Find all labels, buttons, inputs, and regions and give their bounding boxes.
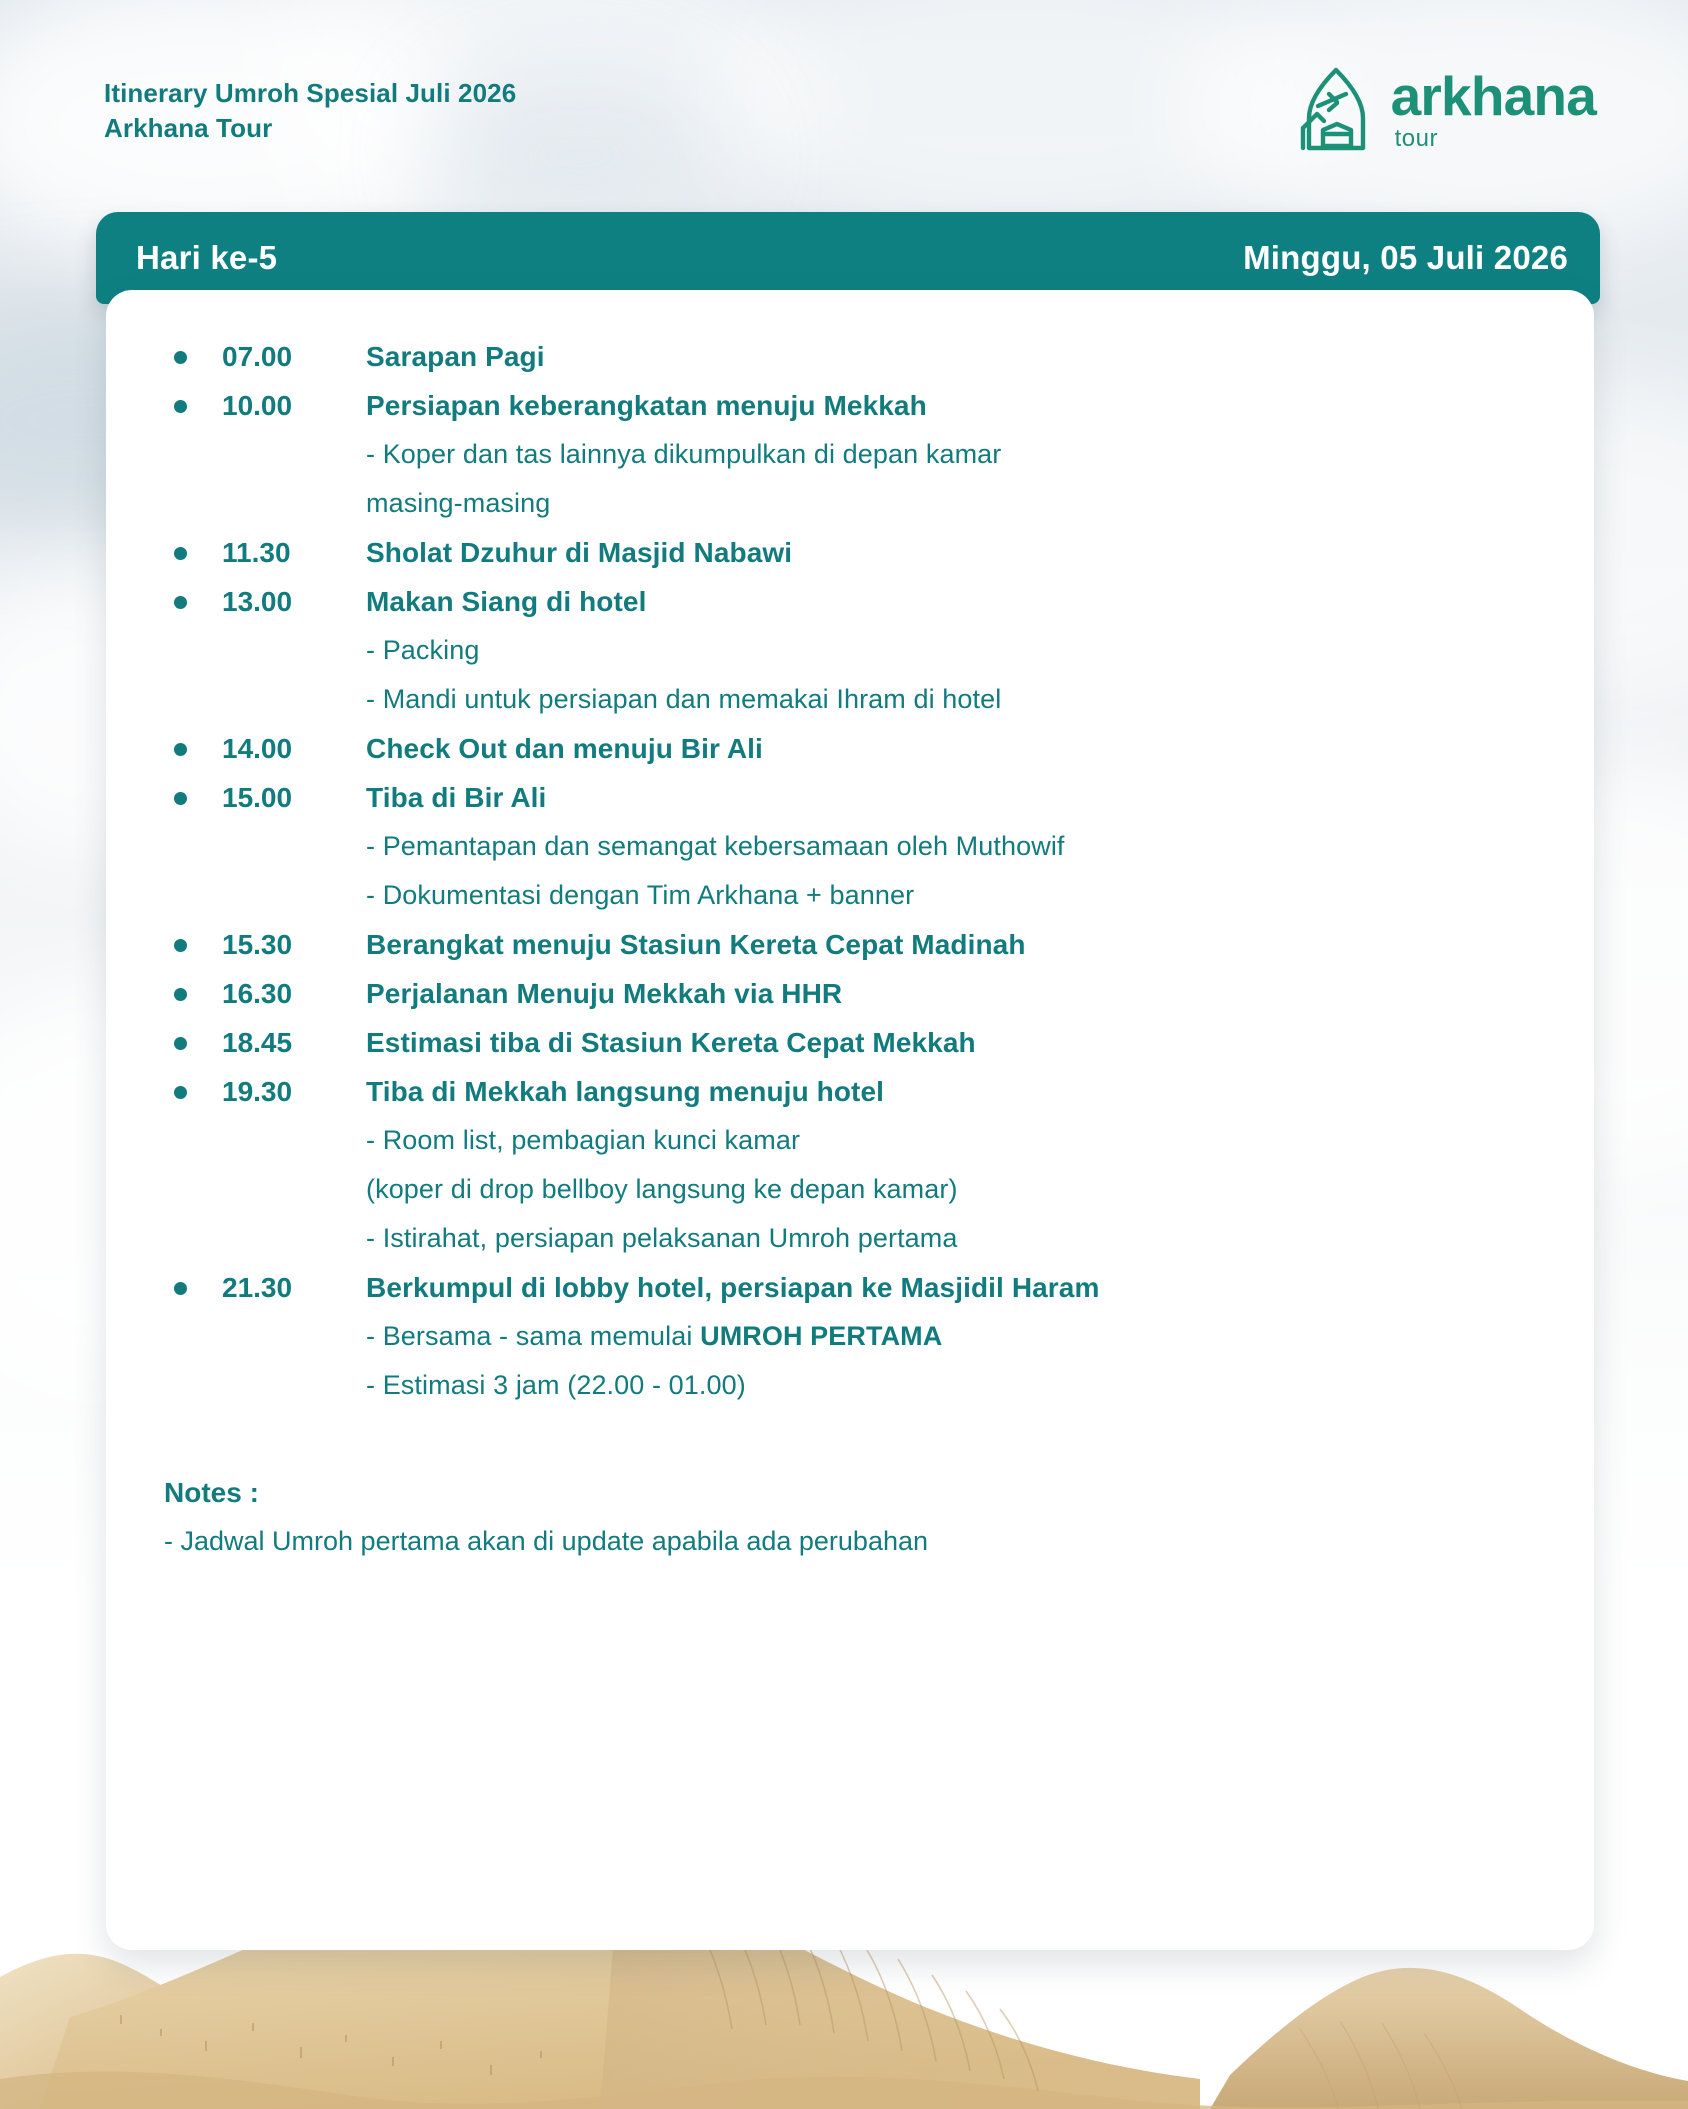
schedule-time: 19.30 [222, 1076, 293, 1107]
day-label: Hari ke-5 [136, 239, 278, 276]
schedule-title: Check Out dan menuju Bir Ali [366, 733, 763, 764]
bullet-dot-icon [174, 1282, 187, 1295]
schedule-row [160, 724, 1540, 773]
notes-lines [160, 1517, 1540, 1566]
notes-title: Notes : [164, 1477, 259, 1508]
schedule-time: 07.00 [222, 341, 293, 372]
bullet-dot-icon [174, 547, 187, 560]
schedule-subitem: - Istirahat, persiapan pelaksanan Umroh pertama [366, 1223, 958, 1253]
schedule-bullet-cell [160, 969, 222, 1001]
document-title-line2: Arkhana Tour [104, 112, 273, 143]
schedule-description [366, 577, 1540, 724]
schedule-description [366, 1018, 1540, 1067]
notes-section [160, 1468, 1540, 1566]
schedule-subitem: - Dokumentasi dengan Tim Arkhana + banner [366, 880, 915, 910]
brand-tagline: tour [1394, 125, 1438, 152]
schedule-description [366, 724, 1540, 773]
schedule-subitem: - Room list, pembagian kunci kamar [366, 1125, 801, 1155]
schedule-time: 21.30 [222, 1272, 293, 1303]
schedule-row [160, 1018, 1540, 1067]
schedule-time: 13.00 [222, 586, 293, 617]
schedule-subitem: - Bersama - sama memulai UMROH PERTAMA [366, 1321, 943, 1351]
schedule-row [160, 969, 1540, 1018]
note-line: - Jadwal Umroh pertama akan di update apabila ada perubahan [164, 1526, 929, 1556]
schedule-bullet-cell [160, 920, 222, 952]
schedule-subitem: - Estimasi 3 jam (22.00 - 01.00) [366, 1370, 746, 1400]
document-title-line1: Itinerary Umroh Spesial Juli 2026 [104, 78, 517, 108]
card-body [106, 290, 1594, 1950]
schedule-description [366, 381, 1540, 528]
mosque-arch-airplane-kaaba-icon [1293, 62, 1379, 158]
brand-name: arkhana [1390, 65, 1596, 127]
schedule-row [160, 381, 1540, 528]
emphasis-text: UMROH PERTAMA [700, 1321, 943, 1351]
schedule-row [160, 332, 1540, 381]
day-itinerary-card [96, 212, 1600, 1950]
bullet-dot-icon [174, 596, 187, 609]
schedule-bullet-cell [160, 1263, 222, 1295]
schedule-title: Makan Siang di hotel [366, 586, 647, 617]
bullet-dot-icon [174, 939, 187, 952]
schedule-title: Tiba di Mekkah langsung menuju hotel [366, 1076, 885, 1107]
schedule-title: Persiapan keberangkatan menuju Mekkah [366, 390, 927, 421]
schedule-title: Sarapan Pagi [366, 341, 545, 372]
schedule-row [160, 1067, 1540, 1263]
schedule-subitem: - Mandi untuk persiapan dan memakai Ihram di hotel [366, 684, 1002, 714]
schedule-time: 18.45 [222, 1027, 293, 1058]
schedule-title: Berangkat menuju Stasiun Kereta Cepat Madinah [366, 929, 1026, 960]
schedule-title: Berkumpul di lobby hotel, persiapan ke Masjidil Haram [366, 1272, 1100, 1303]
schedule-time: 15.00 [222, 782, 293, 813]
schedule-description [366, 969, 1540, 1018]
schedule-bullet-cell [160, 773, 222, 805]
schedule-time: 14.00 [222, 733, 293, 764]
schedule-title: Tiba di Bir Ali [366, 782, 547, 813]
schedule-bullet-cell [160, 577, 222, 609]
schedule-row [160, 1263, 1540, 1410]
schedule-bullet-cell [160, 381, 222, 413]
bullet-dot-icon [174, 1037, 187, 1050]
schedule-subitem: - Packing [366, 635, 480, 665]
bullet-dot-icon [174, 400, 187, 413]
bullet-dot-icon [174, 743, 187, 756]
schedule-description [366, 528, 1540, 577]
schedule-title: Estimasi tiba di Stasiun Kereta Cepat Mekkah [366, 1027, 976, 1058]
schedule-time: 10.00 [222, 390, 293, 421]
schedule-bullet-cell [160, 724, 222, 756]
schedule-subitem: masing-masing [366, 488, 551, 518]
schedule-row [160, 773, 1540, 920]
schedule-bullet-cell [160, 332, 222, 364]
schedule-subitem: - Pemantapan dan semangat kebersamaan oleh Muthowif [366, 831, 1065, 861]
schedule-title: Perjalanan Menuju Mekkah via HHR [366, 978, 843, 1009]
schedule-description [366, 920, 1540, 969]
schedule-row [160, 577, 1540, 724]
schedule-row [160, 528, 1540, 577]
schedule-bullet-cell [160, 1067, 222, 1099]
schedule-row [160, 920, 1540, 969]
schedule-subitem: - Koper dan tas lainnya dikumpulkan di depan kamar [366, 439, 1002, 469]
bullet-dot-icon [174, 351, 187, 364]
bullet-dot-icon [174, 988, 187, 1001]
schedule-time: 16.30 [222, 978, 293, 1009]
schedule-description [366, 1067, 1540, 1263]
schedule-time: 11.30 [222, 537, 291, 568]
schedule-description [366, 773, 1540, 920]
schedule-subitem: (koper di drop bellboy langsung ke depan kamar) [366, 1174, 958, 1204]
schedule-description [366, 332, 1540, 381]
bullet-dot-icon [174, 792, 187, 805]
schedule-bullet-cell [160, 528, 222, 560]
bullet-dot-icon [174, 1086, 187, 1099]
date-label: Minggu, 05 Juli 2026 [1243, 239, 1568, 276]
schedule-description [366, 1263, 1540, 1410]
document-header [104, 76, 516, 146]
schedule-bullet-cell [160, 1018, 222, 1050]
schedule-time: 15.30 [222, 929, 293, 960]
schedule-title: Sholat Dzuhur di Masjid Nabawi [366, 537, 793, 568]
schedule-list [160, 332, 1540, 1410]
brand-logo [1293, 62, 1596, 158]
